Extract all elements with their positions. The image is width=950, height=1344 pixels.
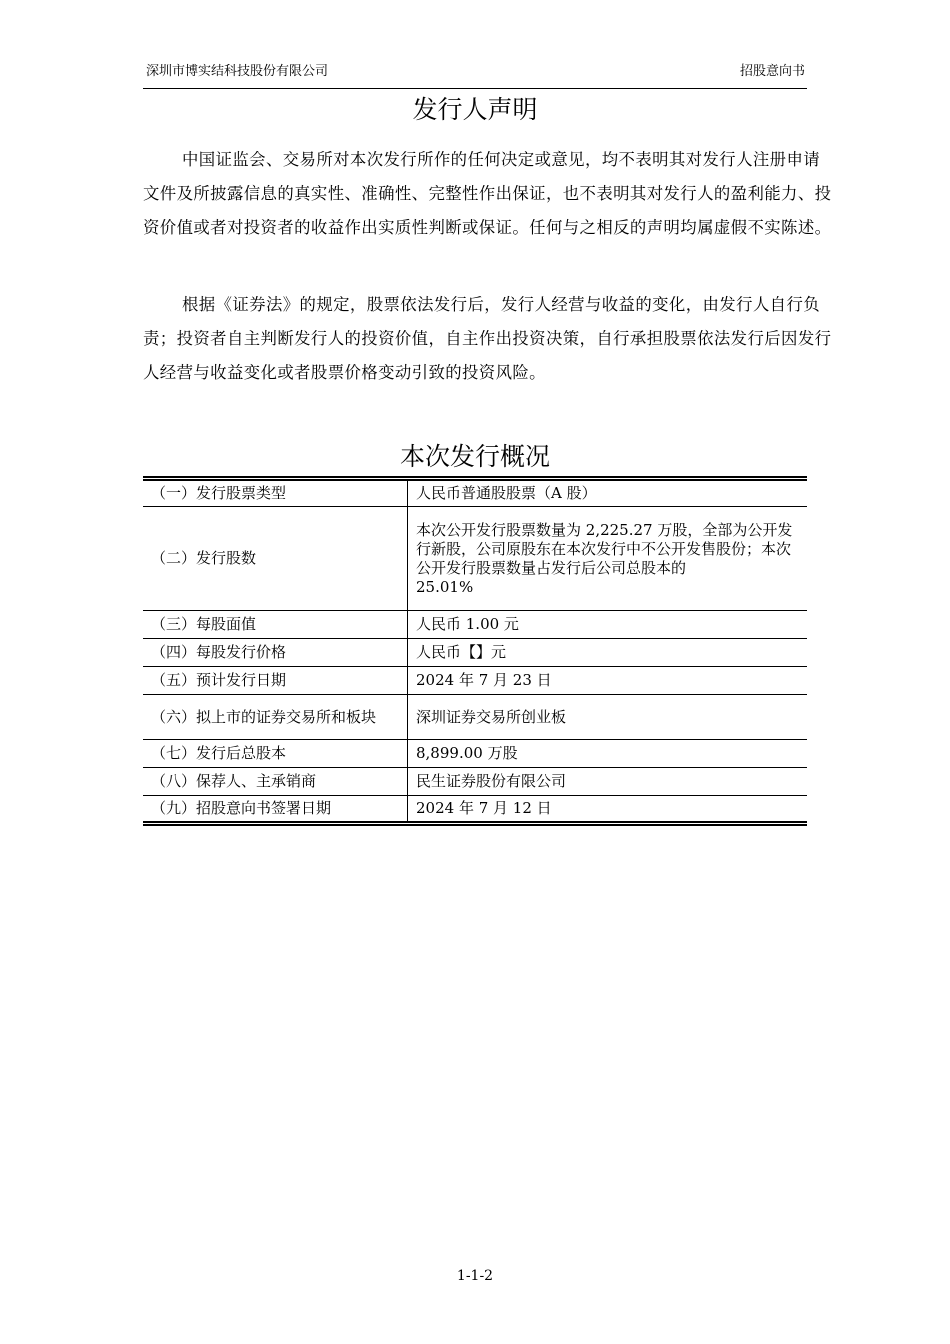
table-row (143, 796, 807, 824)
row-value: 2024 年 7 月 23 日 (408, 667, 808, 695)
offering-title: 本次发行概况 (399, 442, 550, 471)
row-value: 人民币【】元 (408, 639, 808, 667)
table-row (143, 479, 807, 507)
row-label: （九）招股意向书签署日期 (143, 796, 408, 824)
table-row (143, 639, 807, 667)
table-row (143, 611, 807, 639)
table-row (143, 507, 807, 611)
row-label: （一）发行股票类型 (143, 479, 408, 507)
table-row (143, 667, 807, 695)
row-value: 人民币普通股股票（A 股） (408, 479, 808, 507)
row-value: 8,899.00 万股 (408, 740, 808, 768)
header-company-name: 深圳市博实结科技股份有限公司 (146, 64, 329, 79)
table-row (143, 695, 807, 740)
row-label: （三）每股面值 (143, 611, 408, 639)
row-label: （八）保荐人、主承销商 (143, 768, 408, 796)
page-header (143, 58, 807, 89)
declaration-paragraph-1: 中国证监会、交易所对本次发行所作的任何决定或意见，均不表明其对发行人注册申请文件及所披露信息的真实性、准确性、完整性作出保证，也不表明其对发行人的盈利能力、投资价值或者对投资者的收益作出实质性判断或保证。任何与之相反的声明均属虚假不实陈述。 (143, 150, 832, 237)
row-label: （四）每股发行价格 (143, 639, 408, 667)
page-number: 1-1-2 (456, 1268, 494, 1284)
row-value: 人民币 1.00 元 (408, 611, 808, 639)
row-label: （六）拟上市的证券交易所和板块 (143, 695, 408, 740)
row-value: 2024 年 7 月 12 日 (408, 796, 808, 824)
declaration-paragraph-2: 根据《证券法》的规定，股票依法发行后，发行人经营与收益的变化，由发行人自行负责；投资者自主判断发行人的投资价值，自主作出投资决策，自行承担股票依法发行后因发行人经营与收益变化或者股票价格变动引致的投资风险。 (143, 295, 832, 382)
row-value: 深圳证券交易所创业板 (408, 695, 808, 740)
shares-issued-text: 本次公开发行股票数量为 2,225.27 万股，全部为公开发行新股，公司原股东在本次发行中不公开发售股份；本次公开发行股票数量占发行后公司总股本的 (416, 520, 793, 577)
row-value (408, 507, 808, 611)
shares-issued-percentage: 25.01% (416, 577, 474, 596)
row-value: 民生证券股份有限公司 (408, 768, 808, 796)
row-label: （二）发行股数 (143, 507, 408, 611)
declaration-title: 发行人声明 (412, 95, 538, 124)
header-document-type: 招股意向书 (739, 64, 805, 79)
row-label: （七）发行后总股本 (143, 740, 408, 768)
table-row (143, 740, 807, 768)
offering-summary-table (143, 476, 807, 826)
table-row (143, 768, 807, 796)
row-label: （五）预计发行日期 (143, 667, 408, 695)
